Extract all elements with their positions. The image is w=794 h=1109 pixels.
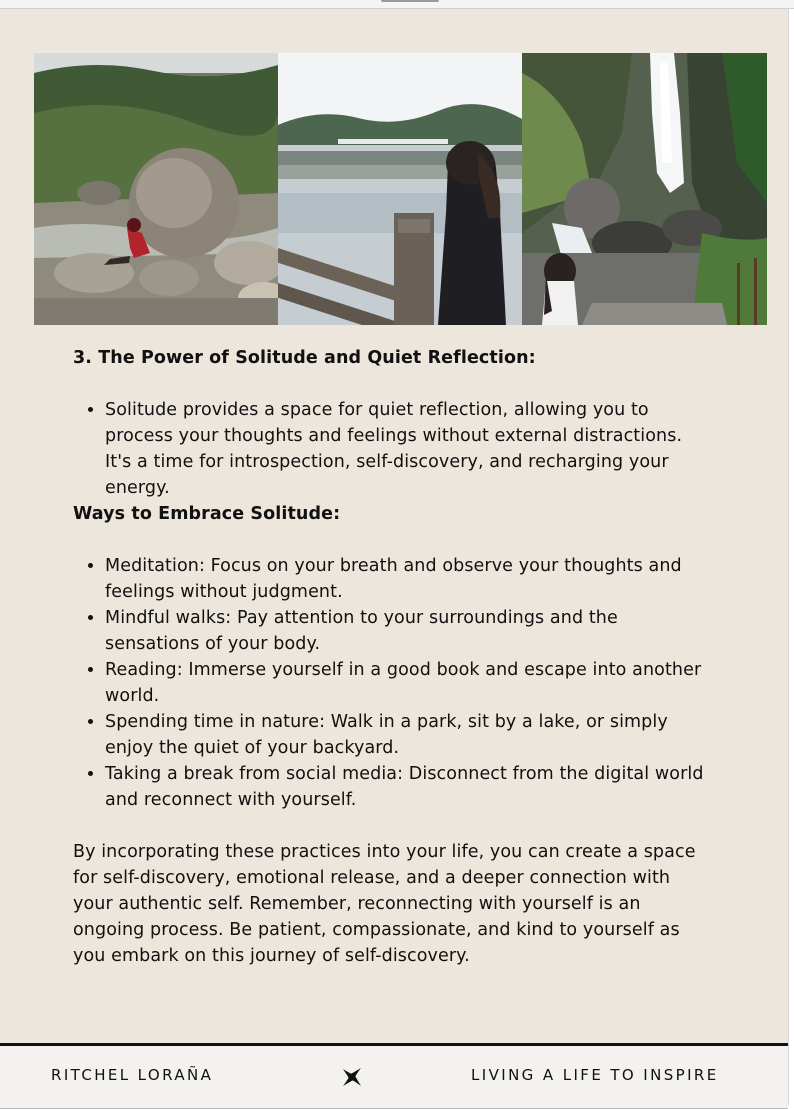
list-item: • Mindful walks: Pay attention to your surroundings and the sensations of your body. [105, 605, 713, 657]
four-point-star-icon [340, 1065, 364, 1089]
viewer-top-bar [0, 0, 794, 9]
lakeside-bridge-photo [278, 53, 522, 325]
ways-bullet-list [73, 553, 713, 813]
list-item: • Spending time in nature: Walk in a park, sit by a lake, or simply enjoy the quiet of your backyard. [105, 709, 713, 761]
list-item: • Taking a break from social media: Disconnect from the digital world and reconnect with yourself. [105, 761, 713, 813]
section-heading: 3. The Power of Solitude and Quiet Reflection: [73, 348, 536, 368]
rock-by-river-photo [34, 53, 278, 325]
list-item: • Reading: Immerse yourself in a good book and escape into another world. [105, 657, 713, 709]
page-edge [788, 9, 794, 1105]
document-page [0, 9, 788, 1043]
ways-heading: Ways to Embrace Solitude: [73, 504, 341, 524]
footer-tagline: LIVING A LIFE TO INSPIRE [471, 1066, 719, 1084]
page-footer [0, 1043, 788, 1109]
footer-author: RITCHEL LORAÑA [51, 1066, 214, 1084]
intro-bullet-list [73, 397, 713, 501]
drag-handle[interactable] [381, 0, 439, 2]
photo-collage [34, 53, 767, 325]
article-body [73, 345, 713, 969]
waterfall-photo [522, 53, 767, 325]
closing-paragraph: By incorporating these practices into your life, you can create a space for self-discovery, emotional release, and a deeper connection with your authentic self. Remember, reconnecting with yourself is an ongoing process. Be patient, compassionate, and kind to yourself as you embark on this journey of self-discovery. [73, 842, 696, 966]
list-item: • Solitude provides a space for quiet reflection, allowing you to process your thoughts and feelings without external distractions. It's a time for introspection, self-discovery, and recharging your energy. [105, 397, 713, 501]
list-item: • Meditation: Focus on your breath and observe your thoughts and feelings without judgment. [105, 553, 713, 605]
